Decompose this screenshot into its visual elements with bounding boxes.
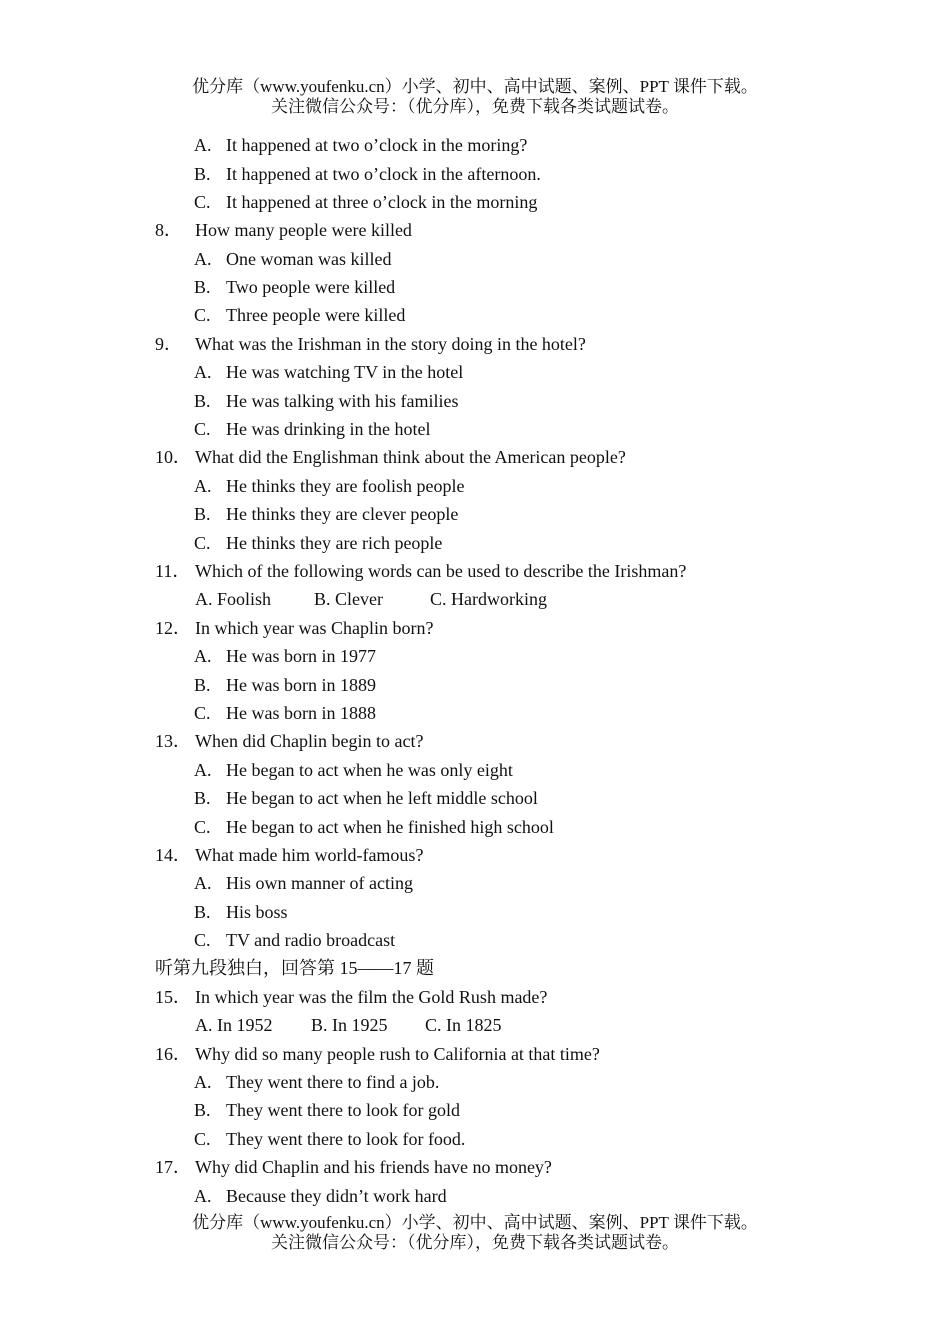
options-q15 [195,1011,502,1039]
section-instruction: 听第九段独白，回答第 15——17 题 [155,958,434,978]
page-header [0,77,950,117]
option-q15-b: B. In 1925 [311,1015,388,1035]
option-q15-c: C. In 1825 [425,1015,502,1035]
option-q11-c: C. Hardworking [430,589,547,609]
options-q11 [195,585,547,613]
header-line-2: 关注微信公众号：（优分库），免费下载各类试题试卷。 [271,97,679,116]
footer-line-2: 关注微信公众号：（优分库），免费下载各类试题试卷。 [271,1233,679,1252]
page-footer [0,1213,950,1253]
header-line-1: 优分库（www.youfenku.cn）小学、初中、高中试题、案例、PPT 课件下载。 [192,77,758,96]
option-q15-a: A. In 1952 [195,1015,273,1035]
option-q11-a: A. Foolish [195,589,272,609]
option-q11-b: B. Clever [314,589,383,609]
footer-line-1: 优分库（www.youfenku.cn）小学、初中、高中试题、案例、PPT 课件下载。 [192,1213,758,1232]
